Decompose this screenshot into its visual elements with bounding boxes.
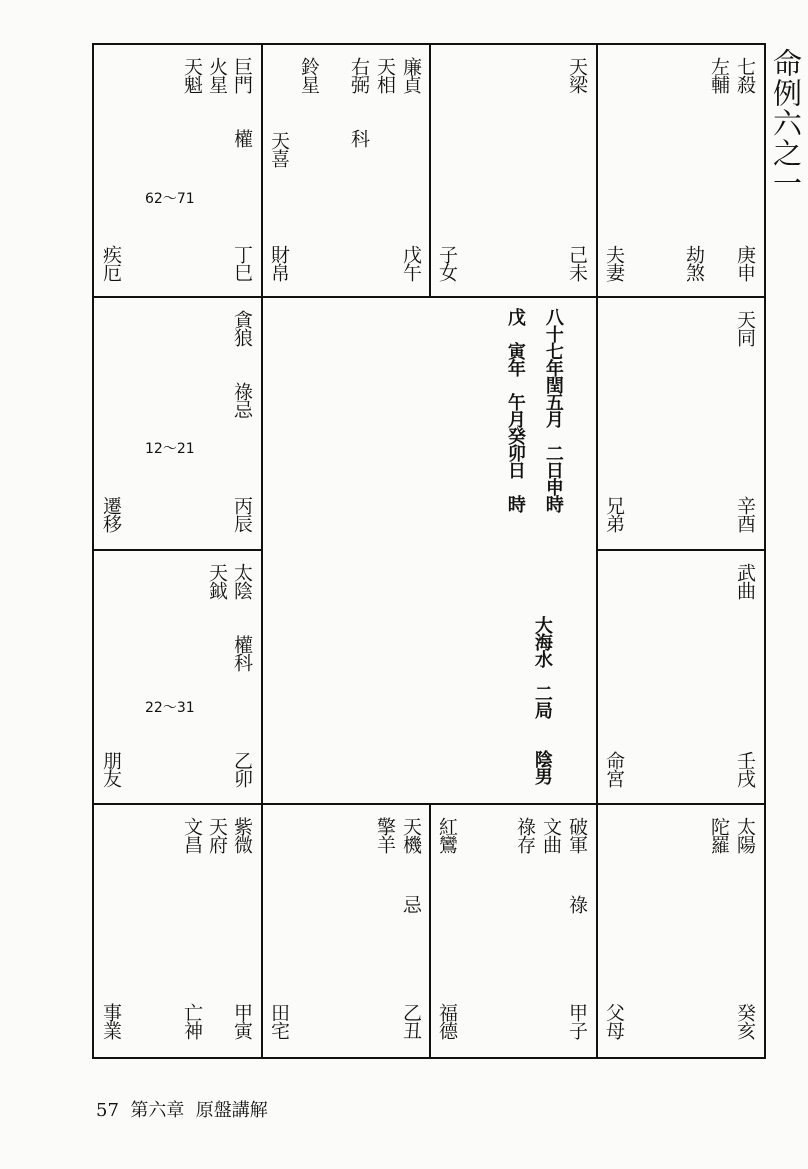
palace-name: 兄弟 [602, 496, 625, 532]
gender: 陰男 [531, 750, 553, 784]
star: 太陽 [733, 817, 756, 853]
page-footer: 57 第六章 原盤講解 [96, 1100, 268, 1121]
page-title: 命例六之一 [769, 48, 803, 198]
palace-ganzhi: 丙辰 [230, 496, 253, 532]
star: 陀羅 [707, 817, 730, 853]
star: 文曲 [539, 817, 562, 853]
palace-name: 夫妻 [602, 245, 625, 281]
palace-mao [94, 551, 261, 803]
star: 鈴星 [297, 57, 320, 93]
age-range: 62〜71 [145, 191, 195, 207]
birth-date: 八十七年閏五月 二日申時 [542, 308, 564, 512]
palace-ganzhi: 丁巳 [230, 245, 253, 281]
minor-star: 天喜 [267, 131, 290, 167]
star: 破軍 [565, 817, 588, 853]
star: 火星 [205, 57, 228, 93]
palace-ganzhi: 甲子 [565, 1003, 588, 1039]
palace-name: 遷移 [99, 496, 122, 532]
palace-xu [597, 551, 764, 803]
palace-ganzhi: 乙丑 [399, 1003, 422, 1039]
palace-yin [94, 805, 261, 1057]
star: 貪狼 [230, 310, 253, 346]
center-info [262, 298, 596, 803]
palace-you [597, 298, 764, 549]
palace-ganzhi: 己未 [565, 245, 588, 281]
birth-pillars: 戊 寅年 午月癸卯日 時 [504, 308, 526, 512]
palace-zi [430, 805, 596, 1057]
palace-ganzhi: 辛酉 [733, 496, 756, 532]
star: 天機 [399, 817, 422, 853]
palace-name: 財帛 [267, 245, 290, 281]
star: 右弼 [347, 57, 370, 93]
star: 左輔 [707, 57, 730, 93]
star: 七殺 [733, 57, 756, 93]
palace-name: 事業 [99, 1003, 122, 1039]
palace-hai [597, 805, 764, 1057]
ziwei-chart [92, 43, 766, 1059]
hua-marker: 忌 [399, 895, 422, 913]
palace-chen [94, 298, 261, 549]
palace-name: 朋友 [99, 751, 122, 787]
star: 擎羊 [373, 817, 396, 853]
palace-chou [262, 805, 429, 1057]
age-range: 22〜31 [145, 700, 195, 716]
star: 巨門 [230, 57, 253, 93]
hua-marker: 祿忌 [230, 382, 253, 418]
minor-star: 劫煞 [682, 245, 705, 281]
star: 太陰 [230, 563, 253, 599]
palace-name: 疾厄 [99, 245, 122, 281]
palace-ganzhi: 乙卯 [230, 751, 253, 787]
minor-star: 紅鸞 [435, 817, 458, 853]
palace-ganzhi: 戊午 [399, 245, 422, 281]
hua-marker: 權 [230, 129, 253, 147]
palace-name: 父母 [602, 1003, 625, 1039]
palace-wei [430, 45, 596, 296]
star: 天鉞 [205, 563, 228, 599]
star: 天梁 [565, 57, 588, 93]
palace-ganzhi: 癸亥 [733, 1003, 756, 1039]
palace-si [94, 45, 261, 296]
star: 廉貞 [399, 57, 422, 93]
hua-marker: 祿 [565, 895, 588, 913]
five-element-bureau: 大海水 二局 [531, 616, 553, 718]
palace-name: 命宮 [602, 751, 625, 787]
palace-ganzhi: 甲寅 [230, 1003, 253, 1039]
palace-shen [597, 45, 764, 296]
star: 祿存 [513, 817, 536, 853]
star: 文昌 [180, 817, 203, 853]
palace-ganzhi: 壬戌 [733, 751, 756, 787]
hua-marker: 權科 [230, 635, 253, 671]
star: 天府 [205, 817, 228, 853]
star: 天魁 [180, 57, 203, 93]
age-range: 12〜21 [145, 441, 195, 457]
palace-name: 田宅 [267, 1003, 290, 1039]
minor-star: 亡神 [180, 1003, 203, 1039]
palace-name: 福德 [435, 1003, 458, 1039]
palace-wu [262, 45, 429, 296]
hua-marker: 科 [347, 129, 370, 147]
star: 武曲 [733, 563, 756, 599]
star: 紫微 [230, 817, 253, 853]
star: 天同 [733, 310, 756, 346]
palace-name: 子女 [435, 245, 458, 281]
palace-ganzhi: 庚申 [733, 245, 756, 281]
star: 天相 [373, 57, 396, 93]
